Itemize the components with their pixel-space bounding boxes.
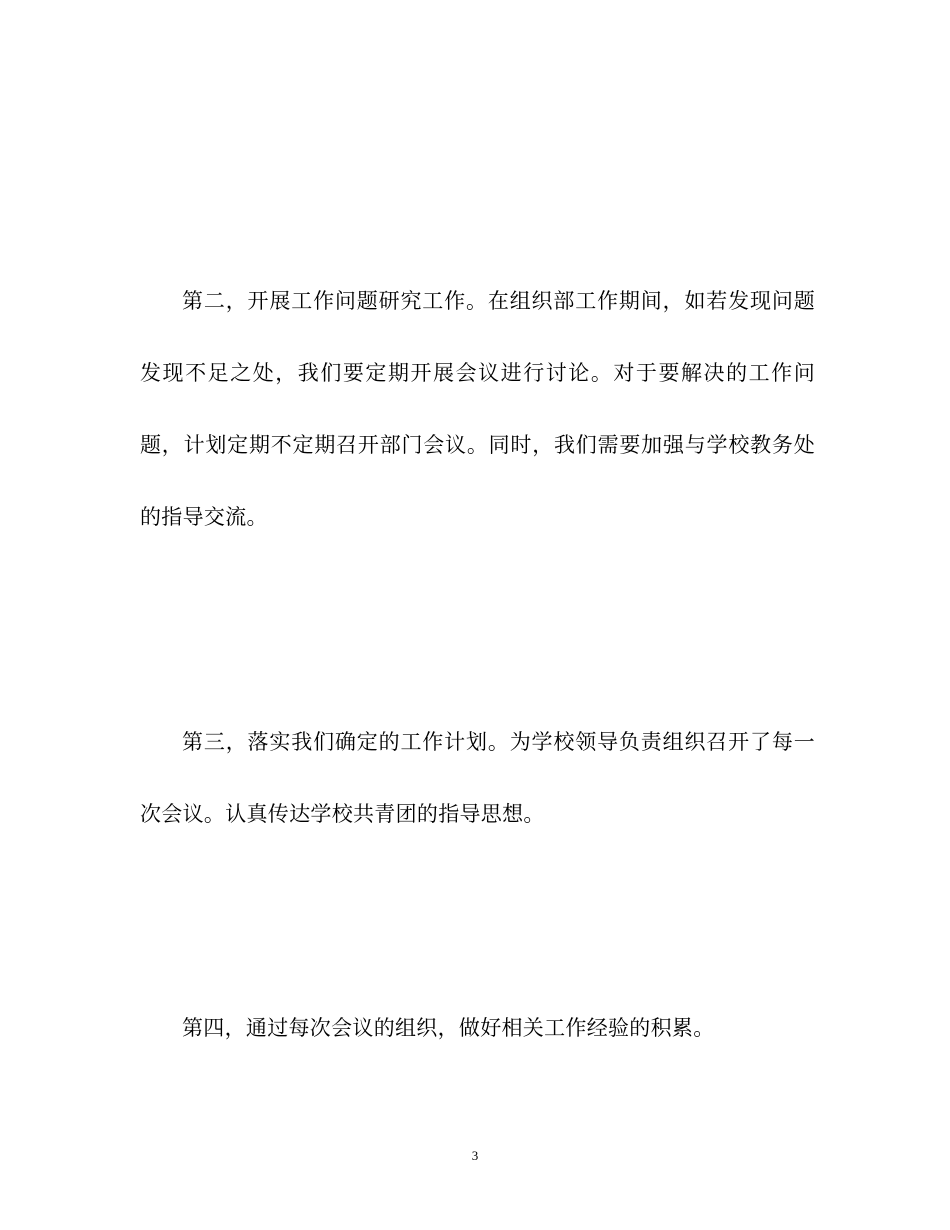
paragraph-second-point: 第二，开展工作问题研究工作。在组织部工作期间，如若发现问题发现不足之处，我们要定期开展会议进行讨论。对于要解决的工作问题，计划定期不定期召开部门会议。同时，我们需要加强与学校教务处的指导交流。 [140, 289, 815, 529]
paragraph-third-point: 第三，落实我们确定的工作计划。为学校领导负责组织召开了每一次会议。认真传达学校共青团的指导思想。 [140, 730, 815, 826]
page-number: 3 [471, 1148, 479, 1163]
paragraph-fourth-point: 第四，通过每次会议的组织，做好相关工作经验的积累。 [182, 1016, 715, 1040]
